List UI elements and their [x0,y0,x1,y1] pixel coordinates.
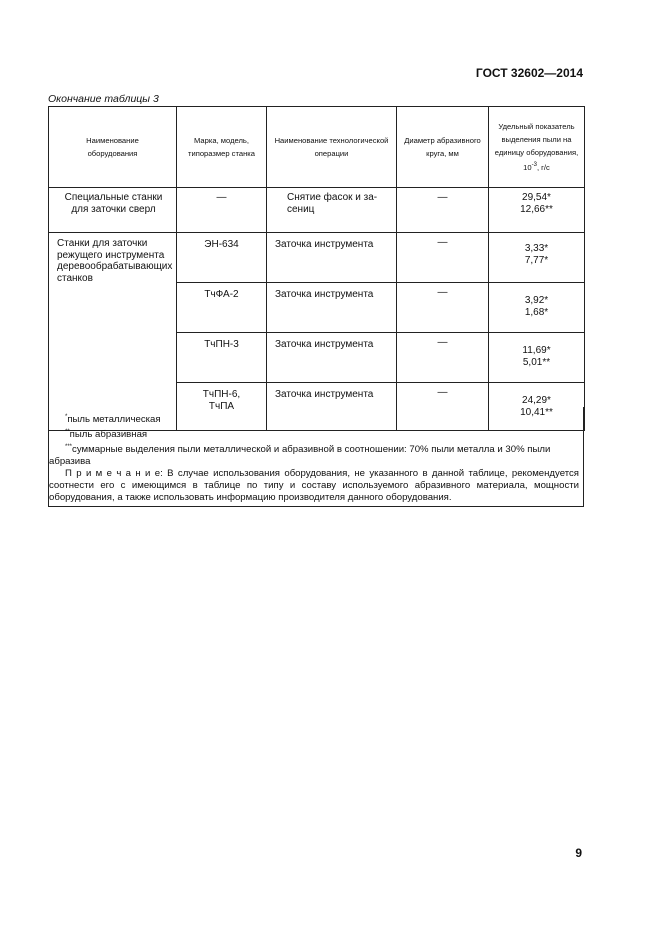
col-header-dust-rate-text: Удельный показатель выделения пыли на единицу оборудования, 10 [494,122,579,172]
value-abrasive: 1,68* [524,306,549,318]
table-footnotes [48,407,584,507]
cell-operation: Заточка инструмента [267,383,397,431]
cell-dust-rate [489,283,585,333]
value-metal: 29,54* [522,192,551,203]
col-header-dust-rate-unit: , г/с [536,163,550,172]
col-header-model: Марка, модель, типоразмер станка [177,107,267,188]
value-metal: 11,69* [522,345,551,356]
cell-model: ТчПН-6, ТчПА [177,383,267,431]
note-text: : В случае использования оборудования, не указанного в данной таблице, рекомендуется соотнести его с имеющимся в таблице по типу и составу используемого абразивного материала, мощности оборудования, а также использовать информацию производителя данного оборудования. [49,468,580,503]
cell-equipment: Специальные станки для заточки сверл [49,188,177,233]
footnote-text: суммарные выделения пыли металлической и абразивной в соотношении: 70% пыли металла и 30% пыли абразива [49,444,551,467]
cell-dust-rate [489,333,585,383]
value-metal: 24,29* [522,395,551,406]
footnote-metal [65,411,579,426]
data-table [48,106,585,431]
cell-model: ЭН-634 [177,233,267,283]
cell-diameter: — [397,383,489,431]
cell-dust-rate [489,188,585,233]
note-label: П р и м е ч а н и е [65,468,161,479]
footnote-mark: ** [65,429,70,435]
table-row [49,188,585,233]
table-row [49,233,585,283]
col-header-dust-rate [489,107,585,188]
cell-operation: Заточка инструмента [267,233,397,283]
col-header-equipment: Наименование оборудования [49,107,177,188]
value-abrasive: 12,66** [520,203,553,215]
footnote-mark: *** [65,444,73,450]
cell-equipment: Станки для заточки режущего инструмента деревообрабатывающих станков [49,233,177,431]
value-abrasive: 10,41** [520,406,553,418]
col-header-diameter: Диаметр абразивного круга, мм [397,107,489,188]
cell-model: ТчПН-3 [177,333,267,383]
cell-diameter: — [397,333,489,383]
cell-operation: Заточка инструмента [267,283,397,333]
cell-operation: Снятие фасок и за-сениц [267,188,397,233]
footnote-text: пыль абразивная [69,429,148,440]
cell-dust-rate [489,233,585,283]
table-note [49,468,579,504]
value-abrasive: 7,77* [524,254,549,266]
exponent: -3 [531,162,537,168]
col-header-operation: Наименование технологической операции [267,107,397,188]
value-metal: 3,33* [524,243,549,254]
table-caption: Окончание таблицы 3 [48,93,159,105]
footnote-total [49,441,579,468]
cell-diameter: — [397,283,489,333]
cell-model: ТчФА-2 [177,283,267,333]
footnote-text: пыль металлическая [67,414,161,425]
table-header-row [49,107,585,188]
cell-operation: Заточка инструмента [267,333,397,383]
cell-model: — [177,188,267,233]
value-metal: 3,92* [524,295,549,306]
value-abrasive: 5,01** [522,356,551,368]
cell-diameter: — [397,188,489,233]
footnote-mark: * [65,414,68,420]
footnote-abrasive [65,426,579,441]
cell-diameter: — [397,233,489,283]
page-number: 9 [575,846,582,860]
standard-number: ГОСТ 32602—2014 [475,66,583,80]
